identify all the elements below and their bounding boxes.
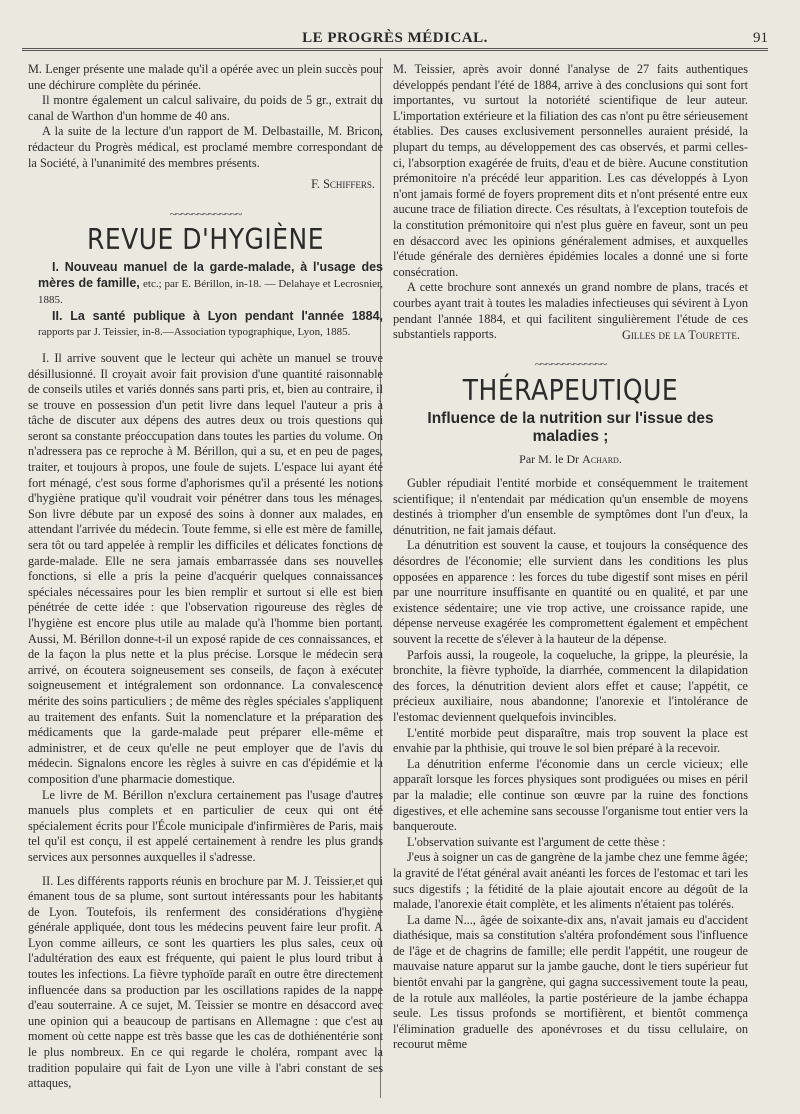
ornament-divider: ~~~~~~~~~~~~~: [169, 206, 242, 221]
book-details: etc.; par E. Bérillon, in-18. — Delahaye et Lecrosnier, 1885.: [38, 277, 383, 307]
byline-author: Achard.: [582, 452, 622, 467]
body-paragraph: Parfois aussi, la rougeole, la coqueluche, la grippe, la pleurésie, la bronchite, la fièvre typhoïde, la diarrhée, commencent la dilapidation des forces, la dénutrition devient alors effet et cause; l'appétit, ce précieux auxiliaire, nous abandonne; l'anorexie et l'intolérance de l'estomac deviennent quelquefois invincibles.: [393, 647, 748, 724]
book-entry: [28, 309, 383, 341]
body-paragraph: II. Les différents rapports réunis en brochure par M. J. Teissier,et qui émanent tous de sa plume, sont surtout intéressants pour les habitants de Lyon. Toutefois, ils renferment des considérations d'hygiène générale appliquée, dont tous les médecins peuvent faire leur profit. A Lyon comme ailleurs, ce sont les quartiers les plus sales, ceux où l'adultération des eaux est fréquente, qui paient le plus lourd tribut à toutes les infections. La fièvre typhoïde paraît en outre être directement influencée dans sa production par les oscillations rapides de la nappe d'eau souterraine. A ce sujet, M. Teissier se montre en désaccord avec une opinion qui a beaucoup de partisans en Allemagne : que c'est au moment où cette nappe est très basse que les cas de dothiénentérie sont le plus nombreux. En ce qui regarde le choléra, rompant avec la tradition populaire qui fait de Lyon une ville à l'abri constant de ses attaques,: [28, 873, 383, 1091]
body-paragraph: I. Il arrive souvent que le lecteur qui achète un manuel se trouve désillusionné. Il croyait avoir fait provision d'une quantité raisonnable de conseils utiles et variés donnés sans parti pris, et, bien au contraire, il se trouve en possession d'un petit livre dans lequel l'auteur a pris à tâche de discuter aux dépens des autres deux ou trois questions qui seront sa constante préoccupation dans toutes les parties du volume. On n'adressera pas ce reproche à M. Bérillon, qui a su, et en peu de pages, traiter, et toujours à propos, une foule de sujets. L'espace lui ayant été fort ménagé, c'est sous forme d'aphorismes qu'il a présenté les notions d'hygiène pratique qu'il voudrait voir pénétrer dans tous les ménages. Son livre débute par un exposé des soins à donner aux malades, en attendant l'arrivée du médecin. Toute femme, si elle est mère de famille, sera tôt ou tard appelée à remplir les difficiles et délicates fonctions de garde-malade. Elle ne sera jamais embarrassée dans ses nouvelles fonctions, si elle a pris la peine d'acquérir quelques connaissances spéciales nécessaires pour les bien remplir et surtout si elle est bien pénétrée de cette idée : que l'observation rigoureuse des règles de l'hygiène est encore plus utile au malade qu'à l'homme bien portant. Aussi, M. Bérillon donne-t-il un exposé rapide de ces connaissances, et de la façon la plus nette et la plus précise. Lorsque le médecin sera arrivé, on écoutera soigneusement ses conseils, de façon à exécuter soigneusement et intégralement son ordonnance. La convalescence mérite des soins particuliers ; de même des règles spéciales s'appliquent au traitement des enfants. Suit la nomenclature et la préparation des médicaments que la garde-malade peut préparer elle-même et administrer, et de ceux qu'elle ne peut employer que de l'avis du médecin. Signalons encore les règles à suivre en cas d'épidémie et la composition d'une pharmacie domestique.: [28, 350, 383, 786]
intro-paragraph: M. Lenger présente une malade qu'il a opérée avec un plein succès pour une déchirure complète du périnée.: [28, 62, 383, 92]
body-paragraph: Le livre de M. Bérillon n'exclura certainement pas l'usage d'autres manuels plus complets et en particulier de ceux qui ont été spécialement écrits pour l'École municipale d'infirmières de Paris, mais tel qu'il est conçu, il est appelé certainement à rendre les plus grands services aux personnes auxquelles il s'adresse.: [28, 787, 383, 864]
body-paragraph: L'entité morbide peut disparaître, mais trop souvent la place est envahie par la phthisie, qui trouve le sol bien préparé à la recevoir.: [393, 725, 748, 756]
left-column: [28, 62, 383, 1092]
body-paragraph: La dénutrition enferme l'économie dans un cercle vicieux; elle apparaît lorsque les forces physiques sont prodiguées ou mises en péril par la maladie; elle continue son œuvre par la ruine des fonctions digestives, et elle achemine sans secousse l'organisme tout entier vers la banqueroute.: [393, 756, 748, 834]
book-title: II. La santé publique à Lyon pendant l'année 1884,: [52, 308, 383, 323]
page-number: 91: [753, 30, 768, 46]
section-heading: THÉRAPEUTIQUE: [462, 373, 679, 408]
body-paragraph: Gubler répudiait l'entité morbide et conséquemment le traitement scientifique; il n'entendait par médication qu'un ensemble de moyens destinés à triompher d'un ensemble de symptômes dont l'un d'eux, la dénutrition, ne fait jamais défaut.: [393, 476, 748, 537]
book-entry: [28, 260, 383, 309]
body-paragraph: La dame N..., âgée de soixante-dix ans, n'avait jamais eu d'accident diathésique, mais sa constitution s'altéra profondément sous l'influence de l'âge et de chagrins de famille; elle perdit l'appétit, une rougeur de mauvaise nature apparut sur la jambe gauche, dont le tiers supérieur fut bientôt envahi par la gangrène, qui gagna successivement toute la peau, de la rotule aux malléoles, la partie postérieure de la jambe échappa seule. Les tissus profonds se mortifièrent, et bientôt commença l'élimination graduelle des aponévroses et du tissu cellulaire, on recourut même: [393, 912, 748, 1052]
body-paragraph: L'observation suivante est l'argument de cette thèse :: [407, 834, 666, 849]
body-paragraph: A cette brochure sont annexés un grand nombre de plans, tracés et courbes ayant trait à toutes les maladies infectieuses qui sévirent à Lyon pendant l'année 1884, et qui facilitent singulièrement l'étude de ces substantiels rapports.: [393, 280, 748, 342]
running-title: LE PROGRÈS MÉDICAL.: [302, 30, 488, 46]
ornament-divider: ~~~~~~~~~~~~~: [534, 357, 607, 372]
book-details: rapports par J. Teissier, in-8.—Association typographique, Lyon, 1885.: [38, 326, 351, 339]
book-list: [28, 260, 383, 341]
body-paragraph: M. Teissier, après avoir donné l'analyse de 27 faits authentiques développés pendant l'été de 1884, arrive à des conclusions qui sont fort importantes, vu surtout la notoriété scientifique de leur auteur. L'importation extérieure et la filiation des cas n'ont pu être sérieusement établies. Des causes exclusivement personnelles auraient présidé, la plupart du temps, au développement des cas observés, et parmi celles-ci, l'absorption exagérée de fruits, d'eau et de bière. Aucune constitution prémonitoire n'a précédé leur apparition. Les cas développés à Lyon n'ont jamais formé de foyers proprement dits et n'ont présenté entre eux aucune trace de filiation directe. Ces résultats, à l'exception toutefois de la constitution prémonitoire qui n'est plus guère en faveur, sont un peu en désaccord avec les opinions généralement admises, et auxquelles l'étude générale des dernières épidémies locales a donné une si forte consécration.: [393, 62, 748, 279]
body-paragraph: J'eus à soigner un cas de gangrène de la jambe chez une femme âgée; la gravité de l'état général avait anéanti les forces de l'estomac et tari les sucs digestifs ; la fétidité de la plaie ajoutait encore au dégoût de la malade, l'anorexie était complète, et les aliments n'étaient pas tolérés.: [393, 850, 748, 912]
intro-paragraph: Il montre également un calcul salivaire, du poids de 5 gr., extrait du canal de Warthon d'un homme de 40 ans.: [28, 93, 383, 123]
body-paragraph: La dénutrition est souvent la cause, et toujours la conséquence des désordres de l'économie; elle survient dans les conditions les plus opposées en apparence : les forces du tube digestif sont mises en péril par une nourriture insuffisante en quantité ou en qualité, et par une existence sédentaire; une vie trop active, une croissance rapide, une dépense nerveuse exagérée les compromettent également et empêchent souvent la recette de s'élever à la hauteur de la dépense.: [393, 538, 748, 646]
signature: F. Schiffers.: [311, 177, 375, 192]
book-title: I. Nouveau manuel de la garde-malade, à l'usage des mères de famille,: [38, 259, 383, 290]
article-title: Influence de la nutrition sur l'issue des maladies ;: [427, 410, 714, 446]
byline-prefix: Par M. le Dr: [519, 452, 580, 467]
intro-paragraph: A la suite de la lecture d'un rapport de M. Delbastaille, M. Bricon, rédacteur du Progrès médical, est proclamé membre correspondant de la Société, à l'unanimité des membres présents.: [28, 124, 383, 170]
signature: Gilles de la Tourette.: [622, 327, 740, 342]
section-heading: REVUE D'HYGIÈNE: [86, 223, 325, 257]
byline: [393, 452, 748, 468]
page-header: [22, 26, 768, 51]
right-column: [393, 62, 748, 1053]
